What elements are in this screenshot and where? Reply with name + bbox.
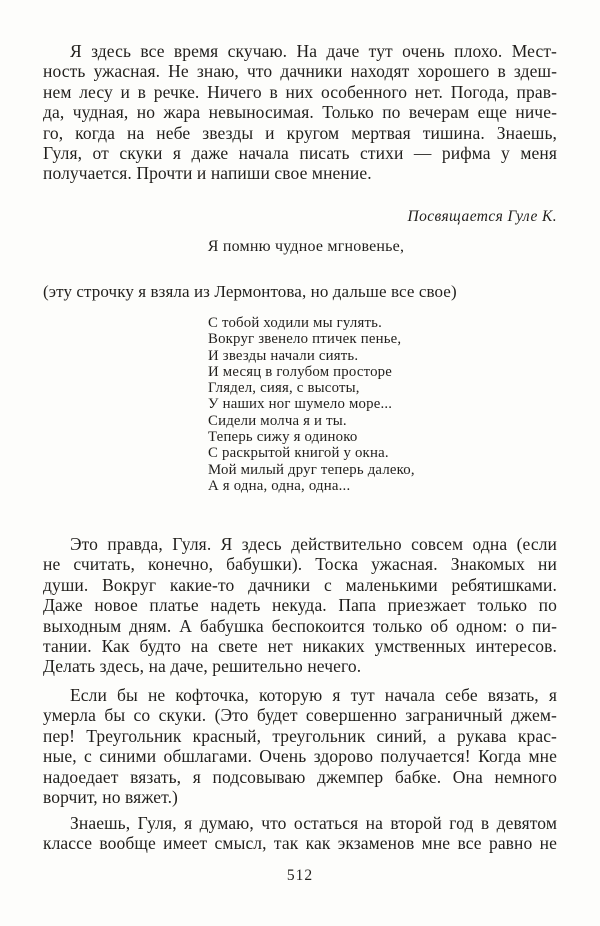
text-line: выходным дням. А бабушка беспокоится только об одном: о пи- — [43, 615, 557, 636]
text-line: го, когда на небе звезды и кругом мертвая тишина. Знаешь, — [43, 122, 557, 143]
text-line: Глядел, сияя, с высоты, — [208, 380, 360, 397]
page-number: 512 — [286, 867, 314, 884]
text-line: не считать, конечно, бабушки). Тоска ужасная. Знакомых ни — [43, 554, 557, 575]
text-line: Делать здесь, на даче, решительно нечего. — [43, 656, 362, 677]
text-line: Сидели молча я и ты. — [208, 412, 347, 429]
text-line: надоедает вязать, я подсовываю джемпер бабке. Она немного — [43, 766, 557, 787]
text-line: Вокруг звенело птичек пенье, — [208, 331, 402, 348]
text-line: тании. Как будто на свете нет никаких умственных интересов. — [43, 636, 557, 657]
text-line: Даже новое платье надеть некуда. Папа приезжает только по — [43, 595, 557, 616]
text-line: Если бы не кофточка, которую я тут начала себе вязать, я — [70, 685, 557, 705]
text-line: пер! Треугольник красный, треугольник синий, а рукава крас- — [43, 725, 557, 746]
poem-dedication: Посвящается Гуле К. — [407, 208, 557, 225]
text-line: нем лесу и в речке. Ничего в них особенного нет. Погода, прав- — [43, 81, 557, 102]
text-line: Мой милый друг теперь далеко, — [208, 461, 415, 478]
text-line: С раскрытой книгой у окна. — [208, 445, 389, 462]
text-line: Гуля, от скуки я даже начала писать стихи — рифма у меня — [43, 143, 557, 164]
text-line: души. Вокруг какие-то дачники с маленькими ребятишками. — [43, 574, 557, 595]
text-line: да, чудная, но жара невыносимая. Только по вечерам еще ниче- — [43, 102, 557, 123]
text-line: У наших ног шумело море... — [208, 396, 393, 413]
text-line: И звезды начали сиять. — [208, 347, 359, 364]
text-line: умерла бы со скуки. (Это будет совершенно заграничный джем- — [43, 705, 557, 726]
text-line: ные, с синими обшлагами. Очень здорово получается! Когда мне — [43, 746, 557, 767]
poem-first-line: Я помню чудное мгновенье, — [207, 238, 405, 255]
paragraph-about-knitting — [43, 685, 557, 807]
poem-body — [208, 315, 415, 494]
text-line: ворчит, но вяжет.) — [43, 787, 178, 808]
text-line: А я одна, одна, одна... — [208, 477, 351, 494]
text-line: С тобой ходили мы гулять. — [208, 315, 382, 331]
text-line: И месяц в голубом просторе — [208, 363, 393, 380]
text-line: Я здесь все время скучаю. На даче тут очень плохо. Мест- — [70, 41, 557, 61]
text-line: ность ужасная. Не знаю, что дачники находят хорошего в здеш- — [43, 61, 557, 82]
text-line: Знаешь, Гуля, я думаю, что остаться на второй год в девятом — [70, 813, 557, 833]
text-line: получается. Прочти и напиши свое мнение. — [43, 163, 372, 184]
author-note: (эту строчку я взяла из Лермонтова, но дальше все свое) — [43, 282, 457, 301]
paragraph-about-dacha — [43, 534, 557, 677]
paragraph-about-school — [43, 813, 557, 854]
paragraph-letter-intro — [43, 41, 557, 184]
text-line: Это правда, Гуля. Я здесь действительно совсем одна (если — [70, 534, 557, 554]
text-line: Теперь сижу я одиноко — [208, 429, 358, 446]
text-line: классе вообще имеет смысл, так как экзаменов мне все равно не — [43, 833, 557, 854]
